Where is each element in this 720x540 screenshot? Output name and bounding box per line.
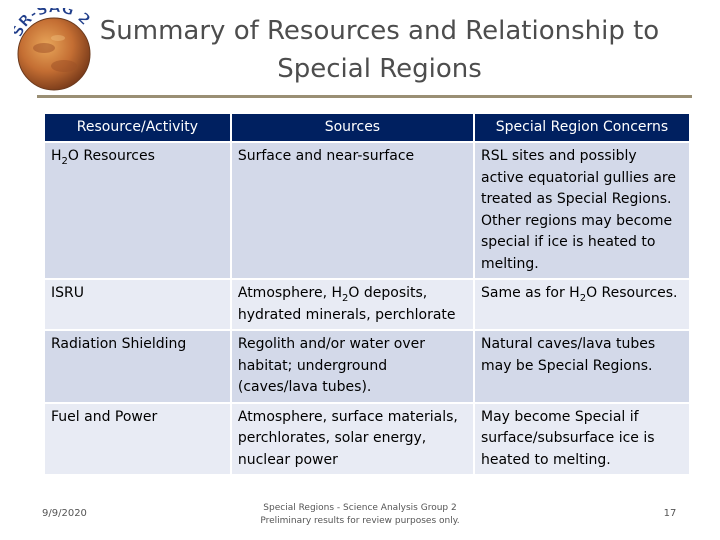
page-number: 17 — [663, 508, 677, 519]
logo-text: R-S G 2 — [14, 8, 94, 31]
footer-center-text — [230, 502, 490, 528]
cell-activity: $H_2O$ Resources — [45, 143, 230, 278]
title-line-2: Special Regions — [277, 54, 482, 84]
cell-activity: ISRU — [45, 280, 230, 329]
slide-title — [92, 12, 667, 88]
header-resource-activity: Resource/Activity — [45, 114, 230, 141]
title-divider — [37, 95, 692, 98]
footer-date: 9/9/2020 — [42, 508, 87, 519]
table-header-row — [45, 114, 689, 141]
cell-activity: Fuel and Power — [45, 404, 230, 475]
cell-sources: Atmosphere, $H_2O$ deposits, hydrated minerals, perchlorate — [232, 280, 473, 329]
sr-sag2-logo — [14, 8, 94, 92]
cell-concerns: Natural caves/lava tubes may be Special Regions. — [475, 331, 689, 402]
resources-table — [43, 112, 691, 476]
cell-sources: Regolith and/or water over habitat; underground (caves/lava tubes). — [232, 331, 473, 402]
table-row — [45, 280, 689, 329]
cell-concerns: RSL sites and possibly active equatorial gullies are treated as Special Regions. Other regions may become special if ice is heated to melting. — [475, 143, 689, 278]
footer-line-1: Special Regions - Science Analysis Group 2 — [263, 503, 457, 513]
header-special-region-concerns: Special Region Concerns — [475, 114, 689, 141]
cell-sources: Atmosphere, surface materials, perchlorates, solar energy, nuclear power — [232, 404, 473, 475]
cell-concerns: May become Special if surface/subsurface ice is heated to melting. — [475, 404, 689, 475]
table-row — [45, 331, 689, 402]
header-sources: Sources — [232, 114, 473, 141]
table-row — [45, 143, 689, 278]
cell-sources: Surface and near-surface — [232, 143, 473, 278]
title-line-1: Summary of Resources and Relationship to — [99, 16, 660, 46]
footer-line-2: Preliminary results for review purposes only. — [260, 516, 460, 526]
table-row — [45, 404, 689, 475]
cell-activity: Radiation Shielding — [45, 331, 230, 402]
cell-concerns: Same as for $H_2O$ Resources. — [475, 280, 689, 329]
